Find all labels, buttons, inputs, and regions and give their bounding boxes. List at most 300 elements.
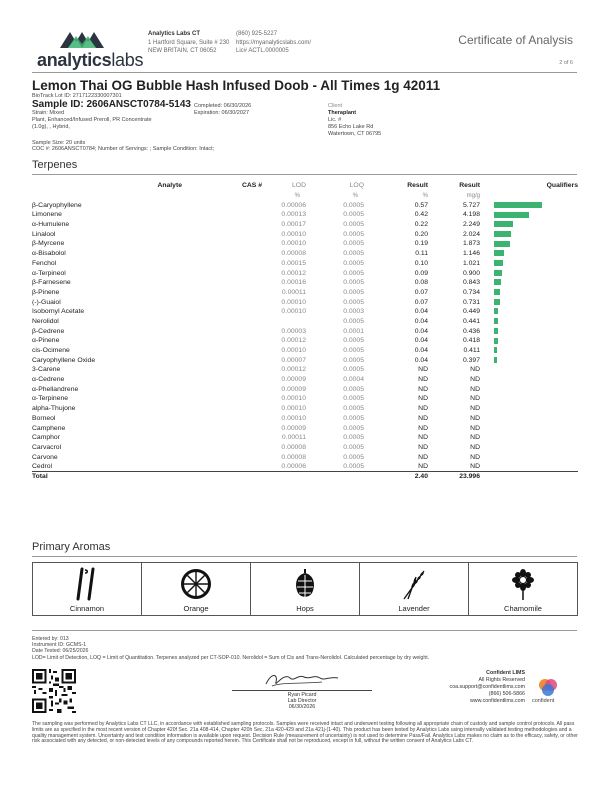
table-row xyxy=(32,433,578,443)
aroma-label: Lavender xyxy=(398,604,430,613)
qualifier-bar xyxy=(494,357,497,363)
table-row xyxy=(32,239,578,249)
cas-cell xyxy=(182,452,262,462)
loq-cell: 0.0005 xyxy=(343,385,364,393)
analyte-cell: Carvacrol xyxy=(32,443,62,451)
disclaimer-text: The sampling was performed by Analytics Labs CT LLC, in accordance with established sampling protocols. Samples were received intact and underwent testing following all appropriate chain of custody and sample control protocols. All pass limits are as specified in the most recent version of Chapter 420f Sec. 21a 408-414, Chapter 420h Sec. 21a 420-429 and 21a 421j-(1-40). This product has been tested by Analytics Labs using internally validated testing methodologies and a quality management system. Uncertainty and test condition information is available upon request. Decision Rule (measurement of uncertainty) is not used to determine Pass/Fail. Analytics Labs makes no claim as to the efficacy, safety, or other risk associated with any detected, or non-detected levels of any compounds reported herein. This Certificate shall not be reproduced, except in full, without the written consent of Analytics Labs CT. xyxy=(32,721,578,745)
table-row xyxy=(32,249,578,259)
analyte-header: Analyte xyxy=(157,182,182,190)
cas-cell xyxy=(182,462,262,472)
result-mg-cell: ND xyxy=(470,434,480,442)
loq-cell: 0.0004 xyxy=(343,376,364,384)
cas-cell xyxy=(182,259,262,269)
company-address-1: 1 Hartford Square, Suite # 230 xyxy=(148,39,230,46)
qualifier-cell xyxy=(480,394,578,404)
table-row xyxy=(32,317,578,327)
total-label: Total xyxy=(32,472,182,482)
client-label: Client xyxy=(328,103,343,109)
qualifier-cell xyxy=(480,220,578,230)
qualifier-cell xyxy=(480,278,578,288)
result-mg-cell: ND xyxy=(470,463,480,471)
lod-cell: 0.00011 xyxy=(281,288,306,296)
loq-cell: 0.0005 xyxy=(343,347,364,355)
table-row xyxy=(32,220,578,230)
biotrack-lot: BioTrack Lot ID: 2717122330007301 xyxy=(32,93,122,99)
qualifier-cell xyxy=(480,433,578,443)
cas-cell xyxy=(182,346,262,356)
lod-cell: 0.00010 xyxy=(281,308,306,316)
analyte-cell: β-Pinene xyxy=(32,288,60,296)
loq-cell: 0.0005 xyxy=(343,279,364,287)
total-row xyxy=(32,472,578,482)
client-license: Lic. # xyxy=(328,117,342,123)
analyte-cell: (-)-Guaiol xyxy=(32,298,61,306)
result-pct-cell: 0.20 xyxy=(414,230,428,238)
result-mg-cell: 1.146 xyxy=(462,250,480,258)
table-row xyxy=(32,375,578,385)
qualifier-cell xyxy=(480,239,578,249)
result-pct-cell: 0.08 xyxy=(414,279,428,287)
cas-cell xyxy=(182,423,262,433)
analyte-cell: Camphor xyxy=(32,434,60,442)
signer-block xyxy=(232,692,372,710)
analyte-cell: Limonene xyxy=(32,211,62,219)
loq-cell: 0.0005 xyxy=(343,405,364,413)
table-header-row xyxy=(32,181,578,191)
loq-cell: 0.0005 xyxy=(343,259,364,267)
result-pct-cell: 0.07 xyxy=(414,298,428,306)
lims-email[interactable]: coa.support@confidentlims.com xyxy=(449,684,525,690)
aroma-chamomile xyxy=(469,563,577,615)
cas-cell xyxy=(182,404,262,414)
qualifier-bar xyxy=(494,250,504,256)
result-pct-cell: 0.04 xyxy=(414,356,428,364)
cas-cell xyxy=(182,317,262,327)
lims-info xyxy=(450,670,525,705)
qualifier-cell xyxy=(480,452,578,462)
sample-size: Sample Size: 20 units xyxy=(32,140,86,146)
signature-line xyxy=(232,690,372,691)
loq-cell: 0.0005 xyxy=(343,337,364,345)
result-mg-cell: 0.418 xyxy=(462,337,480,345)
lod-cell: 0.00015 xyxy=(281,259,306,267)
lod-cell: 0.00010 xyxy=(281,405,306,413)
lod-cell: 0.00012 xyxy=(281,269,306,277)
loq-cell: 0.0005 xyxy=(343,414,364,422)
result-mg-cell: ND xyxy=(470,405,480,413)
result-pct-cell: 0.42 xyxy=(414,211,428,219)
table-row xyxy=(32,297,578,307)
client-name: Theraplant xyxy=(328,110,357,116)
result-mg-cell: ND xyxy=(470,414,480,422)
loq-header: LOQ xyxy=(349,182,364,190)
result-mg-cell: 1.873 xyxy=(462,240,480,248)
qualifier-cell xyxy=(480,404,578,414)
result-pct-cell: ND xyxy=(418,443,428,451)
cas-cell xyxy=(182,443,262,453)
lod-cell: 0.00012 xyxy=(281,337,306,345)
terpenes-table xyxy=(32,181,578,481)
lod-header: LOD xyxy=(292,182,306,190)
qualifier-cell xyxy=(480,288,578,298)
lod-cell: 0.00010 xyxy=(281,298,306,306)
company-license: Lic# ACTL.0000005 xyxy=(236,48,289,54)
company-website[interactable]: https://myanalyticslabs.com/ xyxy=(236,39,312,46)
qualifier-cell xyxy=(480,355,578,365)
analyte-cell: α-Terpineol xyxy=(32,269,66,277)
loq-cell: 0.0005 xyxy=(343,356,364,364)
date-tested: Date Tested: 06/25/2026 xyxy=(32,648,89,655)
company-name: Analytics Labs CT xyxy=(148,31,201,37)
lod-cell: 0.00008 xyxy=(281,443,306,451)
aroma-label: Orange xyxy=(183,604,209,613)
analyte-cell: α-Pinene xyxy=(32,337,60,345)
analyte-cell: β-Myrcene xyxy=(32,240,65,248)
result-mg-cell: 2.249 xyxy=(462,221,480,229)
result-mg-cell: ND xyxy=(470,366,480,374)
cas-cell xyxy=(182,384,262,394)
cas-cell xyxy=(182,278,262,288)
expiration-date: Expiration: 06/30/2027 xyxy=(194,110,250,116)
analyte-cell: alpha-Thujone xyxy=(32,405,76,413)
result-pct-cell: 0.04 xyxy=(414,317,428,325)
aromas-row xyxy=(32,562,578,616)
analyte-cell: α-Phellandrene xyxy=(32,385,79,393)
qualifier-cell xyxy=(480,423,578,433)
lims-rights: All Rights Reserved xyxy=(478,677,525,683)
table-row xyxy=(32,384,578,394)
units-row xyxy=(32,191,578,201)
table-row xyxy=(32,326,578,336)
lod-cell: 0.00016 xyxy=(281,279,306,287)
result-mg-cell: 0.436 xyxy=(462,327,480,335)
result-mg-cell: 0.731 xyxy=(462,298,480,306)
table-row xyxy=(32,452,578,462)
qualifier-bar xyxy=(494,338,498,344)
result-pct-cell: 0.09 xyxy=(414,269,428,277)
result-mg-cell: 0.449 xyxy=(462,308,480,316)
qualifier-cell xyxy=(480,249,578,259)
loq-cell: 0.0005 xyxy=(343,250,364,258)
result-pct-cell: ND xyxy=(418,405,428,413)
result-mg-cell: ND xyxy=(470,385,480,393)
lod-cell: 0.00009 xyxy=(281,385,306,393)
cas-cell xyxy=(182,326,262,336)
table-row xyxy=(32,346,578,356)
cas-cell xyxy=(182,433,262,443)
result-pct-cell: 0.04 xyxy=(414,308,428,316)
qualifier-bar xyxy=(494,328,498,334)
qualifier-bar xyxy=(494,289,500,295)
cas-cell xyxy=(182,268,262,278)
table-row xyxy=(32,268,578,278)
lod-cell: 0.00003 xyxy=(281,327,306,335)
result-pct-cell: ND xyxy=(418,385,428,393)
qualifier-bar xyxy=(494,221,513,227)
aroma-orange xyxy=(142,563,251,615)
result-pct-cell: ND xyxy=(418,463,428,471)
signer-name: Ryan Picard xyxy=(287,692,317,698)
aroma-lavender xyxy=(360,563,469,615)
cas-cell xyxy=(182,394,262,404)
cas-cell xyxy=(182,249,262,259)
result-mg-cell: 0.734 xyxy=(462,288,480,296)
lims-phone: (866) 506-5866 xyxy=(488,691,525,697)
analyte-cell: α-Bisabolol xyxy=(32,250,66,258)
loq-cell: 0.0005 xyxy=(343,395,364,403)
sample-id: Sample ID: 2606ANSCT0784-5143 xyxy=(32,99,191,110)
qualifier-bar xyxy=(494,347,497,353)
analyte-cell: β-Farnesene xyxy=(32,279,71,287)
cas-cell xyxy=(182,375,262,385)
entered-by: Entered by: 013 xyxy=(32,636,69,642)
lod-cell: 0.00006 xyxy=(281,201,306,209)
lod-cell: 0.00008 xyxy=(281,453,306,461)
result-mg-cell: ND xyxy=(470,424,480,432)
product-type-1: Plant, Enhanced/Infused Preroll, PR Concentrate xyxy=(32,117,152,123)
loq-cell: 0.0005 xyxy=(343,443,364,451)
qualifier-bar xyxy=(494,241,510,247)
table-row xyxy=(32,404,578,414)
qualifier-bar xyxy=(494,212,529,218)
orange-icon xyxy=(179,567,213,601)
company-phone: (860) 925-5227 xyxy=(236,31,278,37)
confident-logo-text: confident xyxy=(532,698,555,704)
cas-cell xyxy=(182,210,262,220)
table-row xyxy=(32,414,578,424)
result-pct-cell: 0.22 xyxy=(414,221,428,229)
table-row xyxy=(32,210,578,220)
loq-cell: 0.0005 xyxy=(343,317,364,325)
cas-cell xyxy=(182,200,262,210)
aroma-cinnamon xyxy=(33,563,142,615)
company-contact xyxy=(236,30,311,56)
signer-title: Lab Director xyxy=(287,698,317,704)
confident-logo-icon xyxy=(537,676,559,698)
terpenes-divider xyxy=(32,174,577,175)
qualifier-cell xyxy=(480,384,578,394)
result-pct-cell: 0.57 xyxy=(414,201,428,209)
chamomile-icon xyxy=(508,567,538,601)
analyte-cell: α-Cedrene xyxy=(32,376,65,384)
result-mg-cell: 0.397 xyxy=(462,356,480,364)
cas-cell xyxy=(182,220,262,230)
table-row xyxy=(32,443,578,453)
loq-cell: 0.0005 xyxy=(343,288,364,296)
loq-cell: 0.0003 xyxy=(343,308,364,316)
table-row xyxy=(32,259,578,269)
analyte-cell: Caryophyllene Oxide xyxy=(32,356,96,364)
qualifier-cell xyxy=(480,259,578,269)
loq-cell: 0.0005 xyxy=(343,201,364,209)
cas-cell xyxy=(182,229,262,239)
cas-cell xyxy=(182,414,262,424)
result-mg-cell: ND xyxy=(470,443,480,451)
result-mg-cell: 2.024 xyxy=(462,230,480,238)
test-info xyxy=(32,636,429,661)
result-mg-cell: ND xyxy=(470,453,480,461)
result-mg-cell: 0.900 xyxy=(462,269,480,277)
lavender-icon xyxy=(398,567,430,601)
table-row xyxy=(32,200,578,210)
loq-cell: 0.0005 xyxy=(343,424,364,432)
qualifier-bar xyxy=(494,231,511,237)
cas-cell xyxy=(182,297,262,307)
lod-cell: 0.00010 xyxy=(281,230,306,238)
lod-cell: 0.00006 xyxy=(281,463,306,471)
result-pct-cell: 0.10 xyxy=(414,259,428,267)
lod-cell: 0.00010 xyxy=(281,240,306,248)
lod-cell: 0.00012 xyxy=(281,366,306,374)
result-pct-cell: ND xyxy=(418,424,428,432)
result-mg-header: Result xyxy=(459,182,480,190)
result-mg-cell: ND xyxy=(470,395,480,403)
qualifier-cell xyxy=(480,443,578,453)
qualifier-cell xyxy=(480,268,578,278)
strain: Strain: Mixed xyxy=(32,110,65,116)
result-mg-cell: 4.198 xyxy=(462,211,480,219)
cas-header: CAS # xyxy=(241,182,262,190)
result-mg-cell: 0.411 xyxy=(463,347,480,355)
qualifier-cell xyxy=(480,462,578,472)
aroma-label: Cinnamon xyxy=(69,604,105,613)
result-pct-cell: 0.11 xyxy=(415,250,428,258)
lod-cell: 0.00017 xyxy=(281,221,306,229)
qualifier-bar xyxy=(494,202,542,208)
document-title: Certificate of Analysis xyxy=(458,33,573,47)
analyte-cell: Cedrol xyxy=(32,463,53,471)
result-pct-header: Result xyxy=(407,182,428,190)
qualifier-cell xyxy=(480,326,578,336)
logo-wordmark: analyticslabs xyxy=(37,50,144,70)
qualifier-cell xyxy=(480,297,578,307)
result-pct-cell: 0.04 xyxy=(414,327,428,335)
qualifier-cell xyxy=(480,336,578,346)
result-pct-unit: % xyxy=(422,192,428,199)
analyte-cell: Isobornyl Acetate xyxy=(32,308,85,316)
loq-cell: 0.0001 xyxy=(343,327,364,335)
analyte-cell: α-Humulene xyxy=(32,221,70,229)
analyte-cell: cis-Ocimene xyxy=(32,347,70,355)
result-pct-cell: ND xyxy=(418,453,428,461)
table-row xyxy=(32,229,578,239)
loq-cell: 0.0005 xyxy=(343,366,364,374)
result-mg-cell: 1.021 xyxy=(462,259,480,267)
table-row xyxy=(32,307,578,317)
lod-cell: 0.00009 xyxy=(281,376,306,384)
cas-cell xyxy=(182,307,262,317)
cas-cell xyxy=(182,336,262,346)
qualifiers-header: Qualifiers xyxy=(546,182,578,190)
analyte-cell: Linalool xyxy=(32,230,56,238)
result-pct-cell: ND xyxy=(418,366,428,374)
lod-cell xyxy=(262,317,322,327)
analyte-cell: Carvone xyxy=(32,453,58,461)
instrument-id: Instrument ID: GCMS-1 xyxy=(32,642,87,649)
cas-cell xyxy=(182,239,262,249)
loq-cell: 0.0005 xyxy=(343,211,364,219)
lod-cell: 0.00010 xyxy=(281,347,306,355)
result-mg-unit: mg/g xyxy=(466,192,480,199)
page-number: 2 of 6 xyxy=(559,60,573,66)
cas-cell xyxy=(182,365,262,375)
result-pct-cell: ND xyxy=(418,376,428,384)
product-type-2: (1.0g), , Hybrid, xyxy=(32,124,70,130)
total-pct: 2.40 xyxy=(380,472,428,482)
completed-date: Completed: 06/30/2026 xyxy=(194,103,252,109)
qualifier-bar xyxy=(494,270,502,276)
aroma-label: Chamomile xyxy=(504,604,542,613)
lod-cell: 0.00009 xyxy=(281,424,306,432)
header-divider xyxy=(32,72,577,73)
lod-cell: 0.00010 xyxy=(281,414,306,422)
lod-cell: 0.00013 xyxy=(281,211,306,219)
qualifier-bar xyxy=(494,308,498,314)
signature-icon xyxy=(262,668,342,690)
product-title: Lemon Thai OG Bubble Hash Infused Doob - All Times 1g 42011 xyxy=(32,78,441,93)
result-pct-cell: 0.04 xyxy=(414,337,428,345)
company-info xyxy=(148,30,229,56)
result-pct-cell: 0.07 xyxy=(414,288,428,296)
cinnamon-icon xyxy=(72,567,102,601)
table-row xyxy=(32,423,578,433)
table-row xyxy=(32,365,578,375)
table-row xyxy=(32,462,578,472)
legend-note: LOD= Limit of Detection, LOQ = Limit of Quantitation. Terpenes analyzed per CT-SOP-010. Nerolidol = Sum of Cis and Trans-Nerolidol. Calculated percentage by dry weight. xyxy=(32,654,430,661)
loq-cell: 0.0005 xyxy=(343,434,364,442)
total-mg: 23.996 xyxy=(428,472,480,482)
result-mg-cell: 0.843 xyxy=(462,279,480,287)
qualifier-cell xyxy=(480,317,578,327)
qr-code-icon[interactable] xyxy=(32,669,76,713)
analyte-cell: 3-Carene xyxy=(32,366,61,374)
aroma-label: Hops xyxy=(296,604,314,613)
lims-website[interactable]: www.confidentlims.com xyxy=(469,698,525,704)
aromas-divider xyxy=(32,556,577,557)
table-row xyxy=(32,355,578,365)
loq-cell: 0.0005 xyxy=(343,240,364,248)
qualifier-cell xyxy=(480,200,578,210)
loq-cell: 0.0005 xyxy=(343,298,364,306)
lims-name: Confident LIMS xyxy=(486,670,525,676)
loq-unit: % xyxy=(352,192,358,199)
result-pct-cell: 0.19 xyxy=(414,240,428,248)
result-mg-cell: 0.441 xyxy=(462,317,480,325)
qualifier-cell xyxy=(480,346,578,356)
lod-cell: 0.00007 xyxy=(281,356,306,364)
footer-divider xyxy=(32,630,577,631)
result-mg-cell: ND xyxy=(470,376,480,384)
loq-cell: 0.0005 xyxy=(343,269,364,277)
company-address-2: NEW BRITAIN, CT 06052 xyxy=(148,48,217,54)
table-row xyxy=(32,288,578,298)
lod-cell: 0.00011 xyxy=(281,434,306,442)
analyte-cell: Nerolidol xyxy=(32,317,59,325)
cas-cell xyxy=(182,355,262,365)
aromas-section-title: Primary Aromas xyxy=(32,541,111,553)
result-pct-cell: ND xyxy=(418,395,428,403)
client-address-2: Watertown, CT 06795 xyxy=(328,131,382,137)
lod-cell: 0.00010 xyxy=(281,395,306,403)
result-pct-cell: ND xyxy=(418,434,428,442)
qualifier-bar xyxy=(494,299,500,305)
cas-cell xyxy=(182,288,262,298)
result-mg-cell: 5.727 xyxy=(462,201,480,209)
loq-cell: 0.0005 xyxy=(343,221,364,229)
analyte-cell: β-Cedrene xyxy=(32,327,65,335)
qualifier-cell xyxy=(480,365,578,375)
qualifier-cell xyxy=(480,307,578,317)
